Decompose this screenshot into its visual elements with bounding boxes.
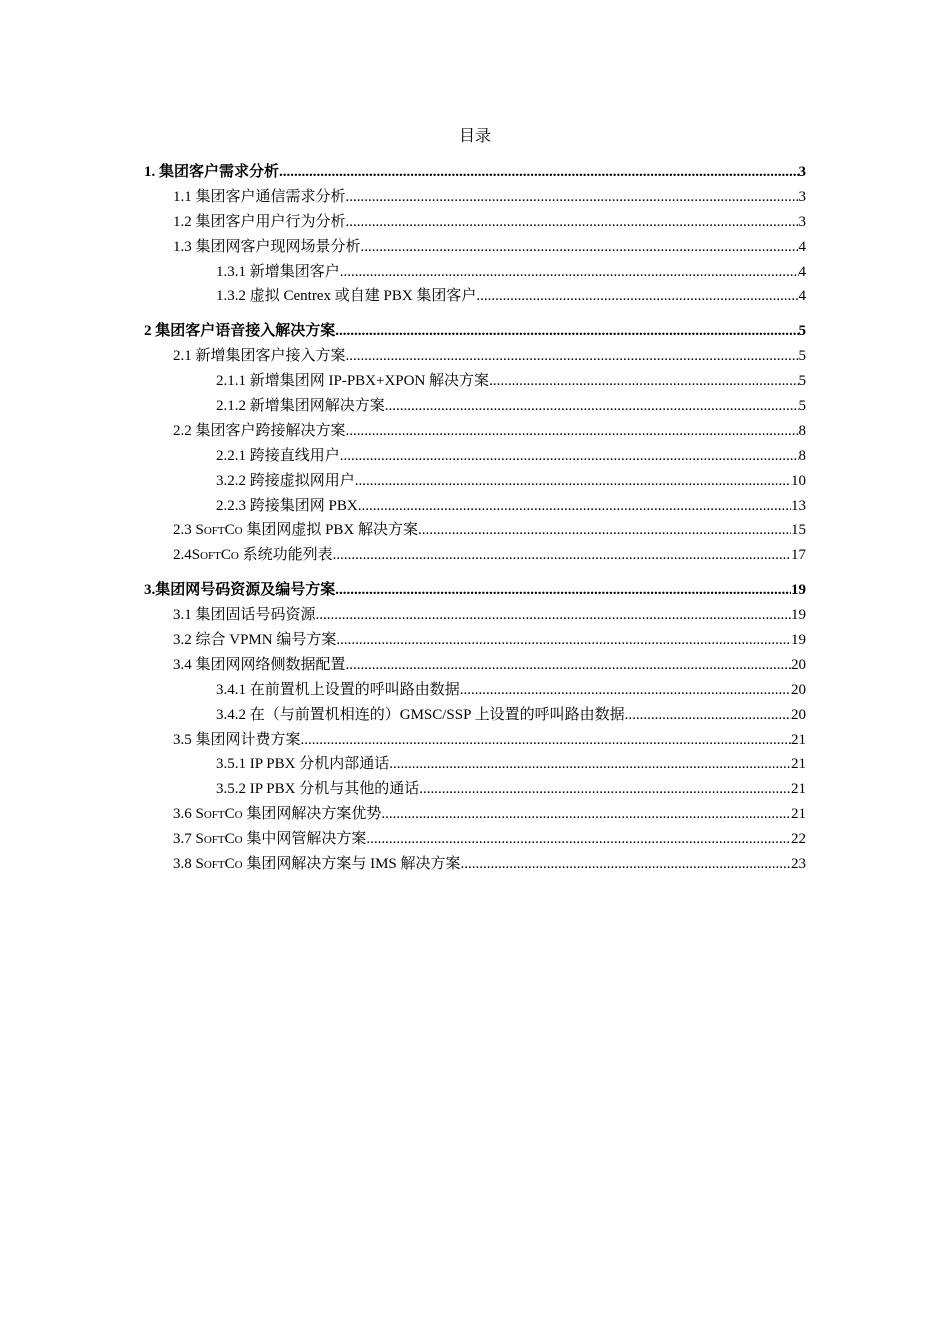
toc-entry[interactable] (144, 369, 806, 394)
toc-entry[interactable] (144, 235, 806, 260)
toc-page-number: 3 (798, 188, 806, 205)
toc-page-number: 5 (798, 373, 806, 390)
toc-leader-dots (461, 852, 791, 877)
toc-leader-dots (336, 628, 791, 653)
toc-page-number: 23 (791, 856, 806, 873)
toc-entry[interactable] (144, 802, 806, 827)
toc-entry[interactable] (144, 518, 806, 543)
toc-entry-label: 2.2 集团客户跨接解决方案 (173, 422, 346, 439)
toc-entry-label: 1. 集团客户需求分析 (144, 164, 280, 180)
toc-page-number: 19 (791, 607, 806, 624)
toc-leader-dots (346, 210, 799, 235)
toc-title: 目录 (458, 128, 491, 145)
toc-entry-label: 3.集团网号码资源及编号方案 (144, 582, 336, 599)
toc-page-number: 8 (798, 422, 806, 439)
toc-entry[interactable] (144, 827, 806, 852)
toc-entry[interactable] (144, 852, 806, 877)
toc-entry-label: 3.4.2 在（与前置机相连的）GMSC/SSP 上设置的呼叫路由数据 (216, 706, 625, 723)
toc-page-number: 20 (791, 656, 806, 673)
toc-leader-dots (418, 518, 791, 543)
toc-entry-label: 1.1 集团客户通信需求分析 (173, 188, 346, 205)
toc-entry-label: 3.5.2 IP PBX 分机与其他的通话 (216, 781, 420, 798)
toc-entry[interactable] (144, 628, 806, 653)
toc-leader-dots (355, 469, 791, 494)
toc-page-number: 19 (791, 632, 806, 649)
toc-page-number: 3 (798, 164, 806, 180)
toc-leader-dots (385, 394, 799, 419)
toc-leader-dots (389, 752, 791, 777)
toc-entry[interactable] (144, 185, 806, 210)
toc-entry[interactable] (144, 319, 806, 344)
toc-entry[interactable] (144, 603, 806, 628)
toc-leader-dots (476, 284, 798, 309)
toc-entry[interactable] (144, 494, 806, 519)
toc-page-number: 20 (791, 706, 806, 723)
toc-entry-label: 3.7 SoftCo 集中网管解决方案 (173, 831, 367, 848)
toc-entry[interactable] (144, 752, 806, 777)
toc-entry[interactable] (144, 284, 806, 309)
toc-leader-dots (346, 344, 799, 369)
toc-page-number: 21 (791, 756, 806, 773)
toc-leader-dots (489, 369, 798, 394)
toc-entry-label: 1.3.1 新增集团客户 (216, 263, 340, 280)
toc-page-number: 17 (791, 547, 806, 564)
toc-leader-dots (340, 444, 799, 469)
toc-leader-dots (419, 777, 791, 802)
toc-page-number: 5 (798, 348, 806, 365)
toc-entry[interactable] (144, 678, 806, 703)
toc-leader-dots (333, 543, 791, 568)
toc-entry[interactable] (144, 210, 806, 235)
toc-entry-label: 3.8 SoftCo 集团网解决方案与 IMS 解决方案 (173, 856, 461, 873)
toc-entry-label: 1.2 集团客户用户行为分析 (173, 213, 346, 230)
toc-leader-dots (340, 260, 799, 285)
toc-entry-label: 2.4SoftCo 系统功能列表 (173, 547, 333, 564)
toc-leader-dots (316, 603, 791, 628)
toc-entry-label: 2.3 SoftCo 集团网虚拟 PBX 解决方案 (173, 522, 419, 539)
toc-entry[interactable] (144, 543, 806, 568)
toc-entry-label: 2.1.2 新增集团网解决方案 (216, 398, 385, 415)
toc-page-number: 5 (798, 398, 806, 415)
toc-entry-label: 2.2.3 跨接集团网 PBX (216, 497, 358, 514)
toc-leader-dots (301, 728, 791, 753)
toc-page-number: 5 (798, 323, 806, 340)
toc-entry[interactable] (144, 444, 806, 469)
toc-page-number: 21 (791, 781, 806, 798)
toc-entry-label: 3.4.1 在前置机上设置的呼叫路由数据 (216, 681, 460, 698)
toc-entry-label: 3.5 集团网计费方案 (173, 731, 301, 748)
toc-entry[interactable] (144, 260, 806, 285)
toc-leader-dots (346, 653, 791, 678)
toc-leader-dots (625, 703, 791, 728)
toc-entry[interactable] (144, 419, 806, 444)
toc-entry[interactable] (144, 160, 806, 185)
toc-leader-dots (335, 578, 791, 603)
toc-entry-label: 3.1 集团固话号码资源 (173, 607, 316, 624)
toc-entry-label: 3.2.2 跨接虚拟网用户 (216, 472, 355, 489)
toc-page-number: 13 (791, 497, 806, 514)
toc-page-number: 20 (791, 681, 806, 698)
toc-entry-label: 1.3 集团网客户现网场景分析 (173, 238, 361, 255)
toc-leader-dots (346, 185, 799, 210)
toc-entry-label: 2.1 新增集团客户接入方案 (173, 348, 346, 365)
toc-page-number: 4 (798, 263, 806, 280)
toc-entry-label: 3.2 综合 VPMN 编号方案 (173, 632, 337, 649)
toc-page-number: 8 (798, 447, 806, 464)
toc-entry-label: 1.3.2 虚拟 Centrex 或自建 PBX 集团客户 (216, 288, 477, 305)
toc-entry[interactable] (144, 394, 806, 419)
toc-entry-label: 3.5.1 IP PBX 分机内部通话 (216, 756, 390, 773)
toc-entry-label: 2.1.1 新增集团网 IP-PBX+XPON 解决方案 (216, 373, 490, 390)
toc-page-number: 15 (791, 522, 806, 539)
toc-leader-dots (361, 235, 799, 260)
toc-entry-label: 3.6 SoftCo 集团网解决方案优势 (173, 806, 382, 823)
toc-entry[interactable] (144, 777, 806, 802)
toc-leader-dots (460, 678, 791, 703)
toc-page-number: 4 (798, 238, 806, 255)
table-of-contents (144, 160, 806, 877)
toc-entry-label: 2 集团客户语音接入解决方案 (144, 323, 336, 340)
toc-leader-dots (366, 827, 791, 852)
toc-leader-dots (381, 802, 791, 827)
toc-entry[interactable] (144, 653, 806, 678)
toc-page-number: 21 (791, 806, 806, 823)
toc-page-number: 19 (791, 582, 806, 599)
toc-leader-dots (335, 319, 798, 344)
toc-page-number: 3 (798, 213, 806, 230)
toc-entry[interactable] (144, 728, 806, 753)
toc-leader-dots (346, 419, 799, 444)
toc-entry[interactable] (144, 469, 806, 494)
toc-page-number: 21 (791, 731, 806, 748)
toc-entry[interactable] (144, 344, 806, 369)
toc-page-number: 4 (798, 288, 806, 305)
toc-entry-label: 2.2.1 跨接直线用户 (216, 447, 340, 464)
toc-page-number: 22 (791, 831, 806, 848)
toc-entry[interactable] (144, 703, 806, 728)
toc-page-number: 10 (791, 472, 806, 489)
toc-leader-dots (279, 160, 798, 185)
toc-entry-label: 3.4 集团网网络侧数据配置 (173, 656, 346, 673)
toc-leader-dots (358, 494, 791, 519)
toc-entry[interactable] (144, 578, 806, 603)
